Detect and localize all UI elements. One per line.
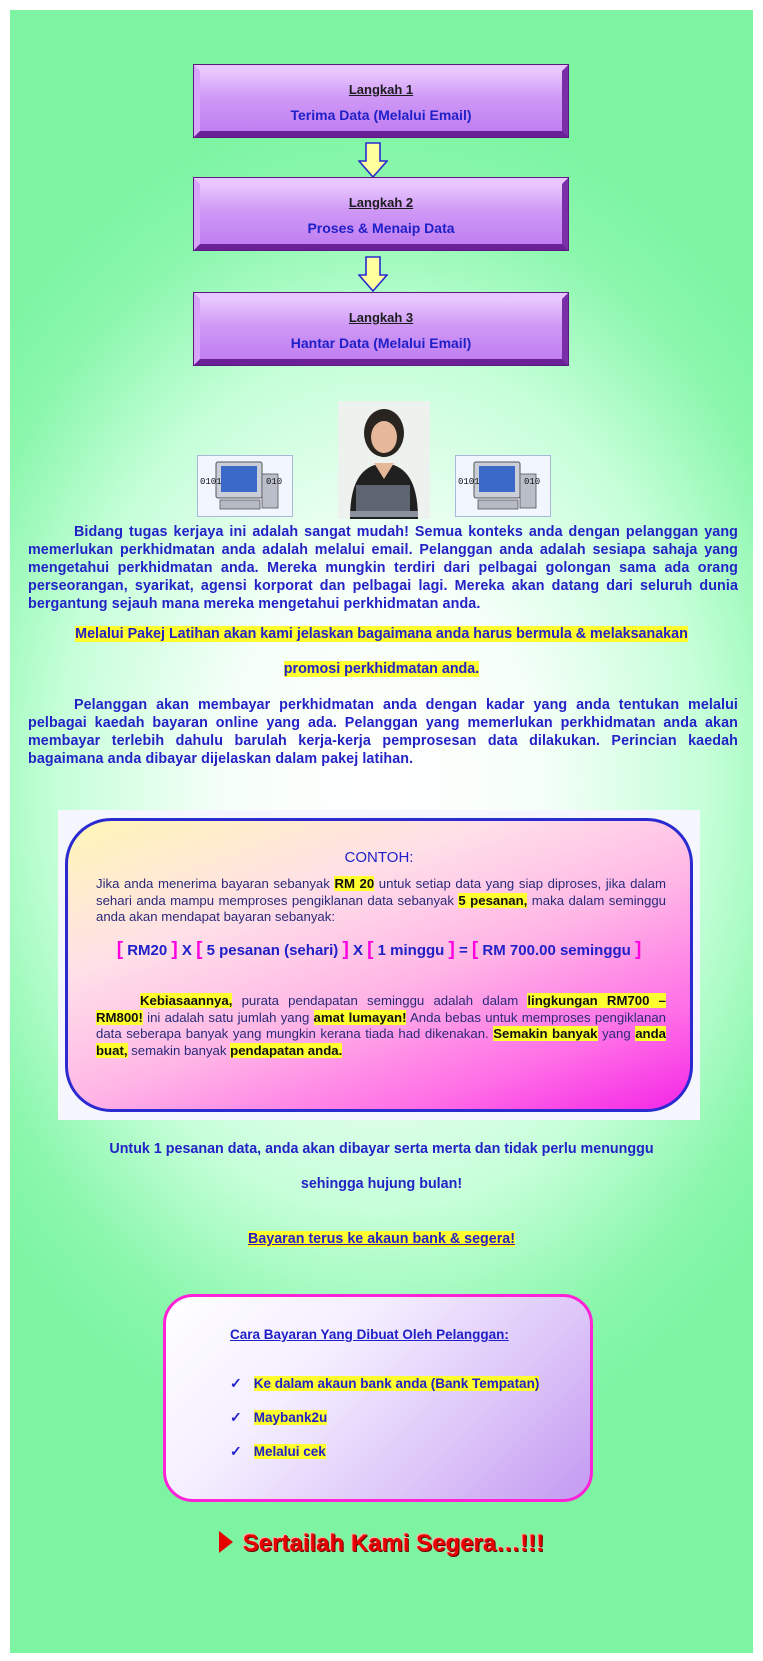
- bank-line: [10, 1231, 753, 1247]
- down-arrow-icon: [358, 256, 388, 292]
- checkmark-icon: ✓: [230, 1375, 242, 1391]
- woman-at-laptop-photo: [338, 401, 430, 519]
- computer-data-image-right: [455, 455, 551, 517]
- svg-text:010: 010: [524, 477, 541, 487]
- instant-line-1: Untuk 1 pesanan data, anda akan dibayar serta merta dan tidak perlu menunggu: [109, 1141, 654, 1157]
- step-2-box: [194, 178, 568, 250]
- payment-methods-box: [163, 1294, 593, 1502]
- step-1-title: Langkah 1: [348, 82, 414, 97]
- triangle-bullet-icon: [219, 1531, 233, 1553]
- join-us-text: Sertailah Kami Segera…!!!: [242, 1530, 545, 1557]
- join-us-link[interactable]: [10, 1530, 753, 1558]
- binary-text-left: 0101: [200, 477, 222, 487]
- training-line-1-text: Melalui Pakej Latihan akan kami jelaskan bagaimana anda harus bermula & melaksanakan: [75, 626, 688, 642]
- training-line-1: [10, 626, 753, 642]
- training-line-2-text: promosi perkhidmatan anda.: [283, 661, 480, 677]
- step-1-box: [194, 65, 568, 137]
- step-3-box: [194, 293, 568, 365]
- contoh-box: [65, 818, 693, 1112]
- svg-text:010: 010: [266, 477, 283, 487]
- contoh-paragraph-2: Kebiasaannya, purata pendapatan seminggu adalah dalam lingkungan RM700 – RM800! ini adalah satu jumlah yang amat lumayan! Anda bebas untuk memproses pengiklanan data seberapa banyak yang mungkin kerana tiada had dikenakan. Semakin banyak yang anda buat, semakin banyak pendapatan anda.: [96, 993, 666, 1058]
- contoh-title: CONTOH:: [344, 849, 414, 866]
- step-3-desc: Hantar Data (Melalui Email): [290, 335, 472, 351]
- checkmark-icon: ✓: [230, 1409, 242, 1425]
- payment-methods-title: Cara Bayaran Yang Dibuat Oleh Pelanggan:: [230, 1327, 509, 1342]
- payment-method-item: ✓ Maybank2u: [230, 1409, 328, 1425]
- computer-data-image-left: [197, 455, 293, 517]
- down-arrow-icon: [358, 142, 388, 178]
- pesanan-highlight: 5 pesanan,: [458, 892, 528, 908]
- page-background: [10, 10, 753, 1653]
- intro-paragraph: Bidang tugas kerjaya ini adalah sangat mudah! Semua konteks anda dengan pelanggan yang memerlukan perkhidmatan anda adalah melalui email. Pelanggan anda adalah sesiapa sahaja yang mengetahui perkhidmatan anda. Mereka mungkin terdiri dari pelbagai golongan sama ada orang perseorangan, syarikat, agensi korporat dan pelbagai lagi. Mereka akan datang dari seluruh dunia bergantung sejauh mana mereka mengetahui perkhidmatan anda.: [28, 524, 738, 612]
- training-line-2: [10, 661, 753, 677]
- step-2-desc: Proses & Menaip Data: [307, 220, 455, 236]
- step-1-desc: Terima Data (Melalui Email): [290, 107, 472, 123]
- payment-paragraph: Pelanggan akan membayar perkhidmatan anda dengan kadar yang anda tentukan melalui pelbagai kaedah bayaran online yang ada. Pelanggan yang memerlukan perkhidmatan anda akan membayar terlebih dahulu barulah kerja-kerja pemprosesan data dilakukan. Perincian kaedah bagaimana anda dibayar dijelaskan dalam pakej latihan.: [28, 697, 738, 767]
- instant-line-2: sehingga hujung bulan!: [300, 1176, 463, 1192]
- bank-line-text: Bayaran terus ke akaun bank & segera!: [248, 1231, 515, 1247]
- contoh-paragraph-1: Jika anda menerima bayaran sebanyak RM 20 untuk setiap data yang siap diproses, jika dalam sehari anda mampu memproses pengiklanan data sebanyak 5 pesanan, maka dalam seminggu anda akan mendapat bayaran sebanyak:: [96, 876, 666, 924]
- payment-method-item: ✓ Ke dalam akaun bank anda (Bank Tempatan): [230, 1375, 540, 1391]
- earnings-formula: [ RM20 ] X [ 5 pesanan (sehari) ] X [ 1 minggu ] = [ RM 700.00 seminggu ]: [116, 939, 642, 960]
- rm20-highlight: RM 20: [334, 876, 375, 891]
- step-2-title: Langkah 2: [348, 195, 414, 210]
- checkmark-icon: ✓: [230, 1443, 242, 1459]
- step-3-title: Langkah 3: [348, 310, 414, 325]
- binary-text-right: 0101: [458, 477, 480, 487]
- payment-method-item: ✓ Melalui cek: [230, 1443, 326, 1459]
